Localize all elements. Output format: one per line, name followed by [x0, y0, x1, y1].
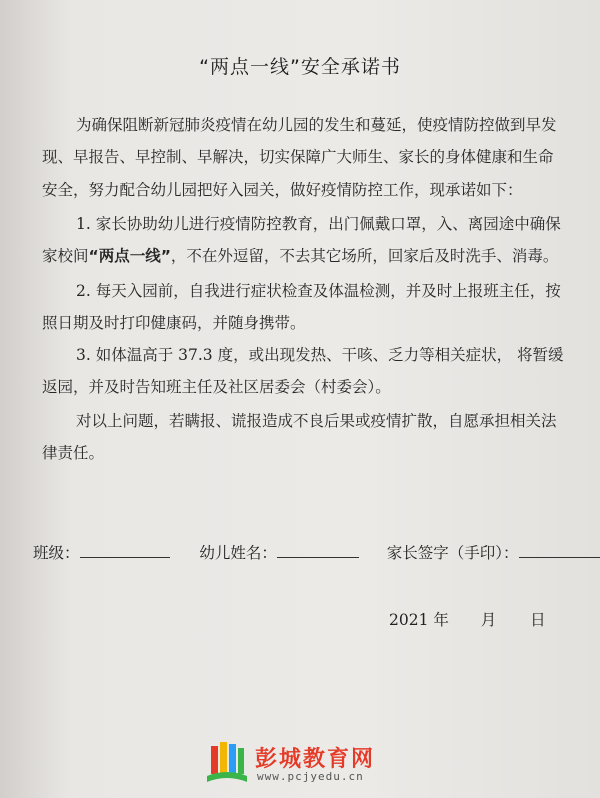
intro-line-3: 安全，努力配合幼儿园把好入园关，做好疫情防控工作，现承诺如下： [42, 181, 523, 199]
parent-signature-field[interactable] [519, 543, 600, 558]
item-3-line-1: 3. 如体温高于 37.3 度，或出现发热、干咳、乏力等相关症状， 将暂缓 [76, 346, 564, 364]
closing-line-1: 对以上问题，若瞒报、谎报造成不良后果或疫情扩散，自愿承担相关法 [76, 412, 557, 430]
child-name-label: 幼儿姓名： [199, 544, 277, 562]
watermark-logo [205, 736, 415, 792]
date-line [389, 608, 546, 630]
intro-line-2: 现、早报告、早控制、早解决，切实保障广大师生、家长的身体健康和生命 [42, 148, 554, 166]
book-icon [205, 738, 249, 788]
item-2-line-1: 2. 每天入园前，自我进行症状检查及体温检测，并及时上报班主任，按 [76, 282, 561, 300]
class-field[interactable] [80, 543, 170, 558]
child-name-field[interactable] [277, 543, 359, 558]
item-1-line-1: 1. 家长协助幼儿进行疫情防控教育，出门佩戴口罩，入、离园途中确保 [76, 215, 561, 233]
document-title: “两点一线”安全承诺书 [199, 56, 401, 78]
watermark-name: 彭城教育网 [255, 747, 376, 772]
date-month: 月 [480, 611, 497, 629]
intro-line-1: 为确保阻断新冠肺炎疫情在幼儿园的发生和蔓延，使疫情防控做到早发 [76, 116, 557, 134]
date-day: 日 [530, 611, 546, 629]
item-1-line-2-post: ，不在外逗留，不去其它场所，回家后及时洗手、消毒。 [170, 247, 559, 265]
date-year: 2021 年 [389, 611, 449, 629]
item-2-line-2: 照日期及时打印健康码，并随身携带。 [42, 314, 306, 332]
closing-line-2: 律责任。 [42, 444, 105, 462]
parent-signature-label: 家长签字（手印）： [386, 544, 519, 562]
item-1-line-2-pre: 家校间 [42, 247, 89, 265]
watermark-url: www.pcjyedu.cn [257, 770, 364, 783]
signature-row [33, 541, 600, 563]
item-1-bold-phrase: “两点一线” [88, 247, 171, 265]
class-label: 班级： [33, 544, 80, 562]
item-1-line-2 [42, 244, 558, 266]
item-3-line-2: 返园，并及时告知班主任及社区居委会（村委会）。 [42, 378, 391, 396]
